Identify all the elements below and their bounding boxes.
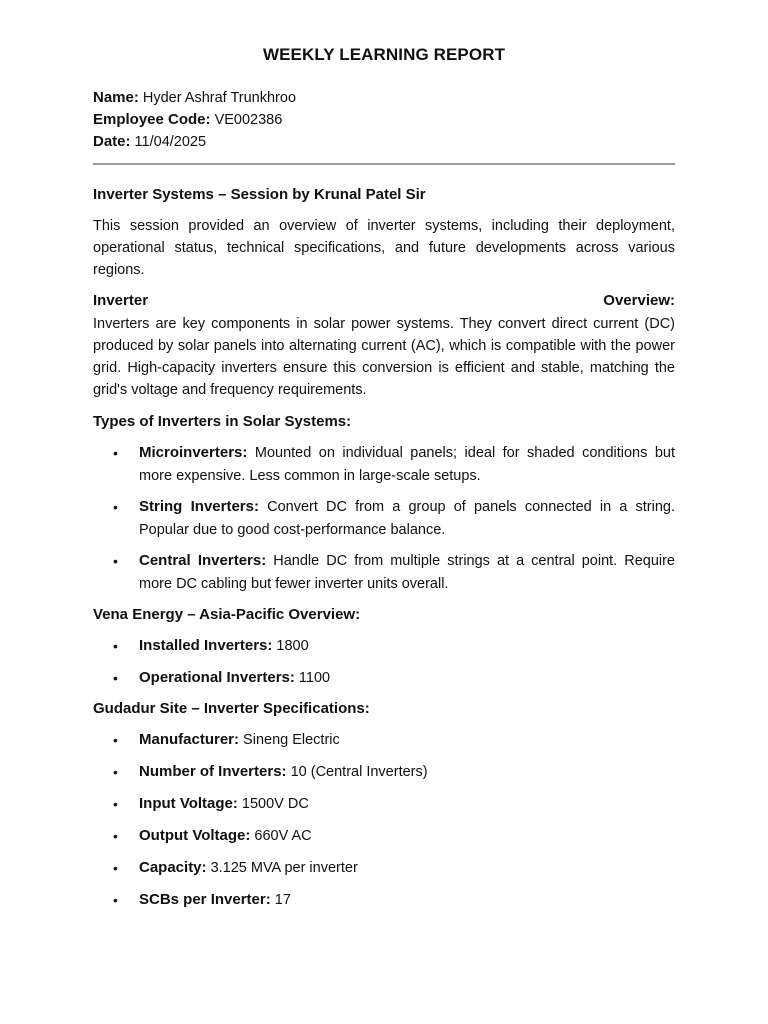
item-text: 1500V DC xyxy=(241,796,309,812)
name-line xyxy=(93,87,296,109)
list-item xyxy=(93,667,675,690)
list-item xyxy=(93,761,675,784)
item-label: Capacity: xyxy=(139,859,207,876)
item-label: Central Inverters: xyxy=(139,552,267,569)
list-item xyxy=(93,857,675,880)
employee-code-line xyxy=(93,109,296,131)
session-intro: This session provided an overview of inverter systems, including their deployment, operational status, technical specifications, and future developments across various regions. xyxy=(93,218,675,278)
item-text: 1100 xyxy=(298,669,331,686)
list-item xyxy=(93,889,675,912)
vena-heading: Vena Energy – Asia-Pacific Overview: xyxy=(93,606,361,623)
list-item xyxy=(93,825,675,848)
session-heading: Inverter Systems – Session by Krunal Patel Sir xyxy=(93,186,426,203)
report-body xyxy=(93,184,675,912)
overview-heading-left: Inverter xyxy=(93,292,149,309)
employee-code-label: Employee Code: xyxy=(93,111,211,128)
list-item xyxy=(93,729,675,752)
item-text: Sineng Electric xyxy=(243,732,340,748)
item-label: Operational Inverters: xyxy=(139,668,295,686)
overview-text: Inverters are key components in solar power systems. They convert direct current (DC) produced by solar panels into alternating current (AC), which is compatible with the power grid. High-capacity inverters ensure this conversion is efficient and stable, matching the grid's voltage and frequency requirements. xyxy=(93,316,675,398)
item-label: SCBs per Inverter: xyxy=(139,891,271,908)
name-value: Hyder Ashraf Trunkhroo xyxy=(142,90,297,106)
report-title: WEEKLY LEARNING REPORT xyxy=(262,45,506,64)
gudadur-heading: Gudadur Site – Inverter Specifications: xyxy=(93,700,370,717)
gudadur-list xyxy=(93,729,675,912)
vena-list xyxy=(93,635,675,689)
item-label: Output Voltage: xyxy=(139,827,251,844)
item-label: Manufacturer: xyxy=(139,731,240,748)
date-value: 11/04/2025 xyxy=(134,134,207,150)
list-item xyxy=(93,550,675,595)
date-label: Date: xyxy=(93,133,131,150)
item-label: Installed Inverters: xyxy=(139,637,273,654)
item-text: 17 xyxy=(274,892,291,908)
name-label: Name: xyxy=(93,89,139,106)
item-label: Number of Inverters: xyxy=(139,763,287,780)
item-label: String Inverters: xyxy=(139,498,259,515)
list-item xyxy=(93,793,675,816)
horizontal-divider xyxy=(93,163,675,165)
list-item xyxy=(93,442,675,487)
types-list xyxy=(93,442,675,595)
item-text: 3.125 MVA per inverter xyxy=(210,860,358,876)
item-text: Mounted on individual panels; ideal for shaded conditions but more expensive. Less common in large-scale setups. xyxy=(139,445,676,484)
list-item xyxy=(93,496,675,541)
item-text: 10 (Central Inverters) xyxy=(290,764,428,780)
date-line xyxy=(93,131,296,153)
item-label: Input Voltage: xyxy=(139,795,238,812)
overview-heading-right: Overview: xyxy=(603,292,675,309)
item-text: Handle DC from multiple strings at a central point. Require more DC cabling but fewer inverter units overall. xyxy=(139,553,675,592)
item-text: 660V AC xyxy=(254,828,312,844)
employee-code-value: VE002386 xyxy=(214,112,283,128)
item-text: 1800 xyxy=(276,638,309,654)
employee-info xyxy=(93,87,296,153)
item-label: Microinverters: xyxy=(139,444,248,461)
overview-heading xyxy=(93,290,675,312)
list-item xyxy=(93,635,675,658)
types-heading: Types of Inverters in Solar Systems: xyxy=(93,413,352,430)
item-text: Convert DC from a group of panels connected in a string. Popular due to good cost-performance balance. xyxy=(139,499,675,538)
